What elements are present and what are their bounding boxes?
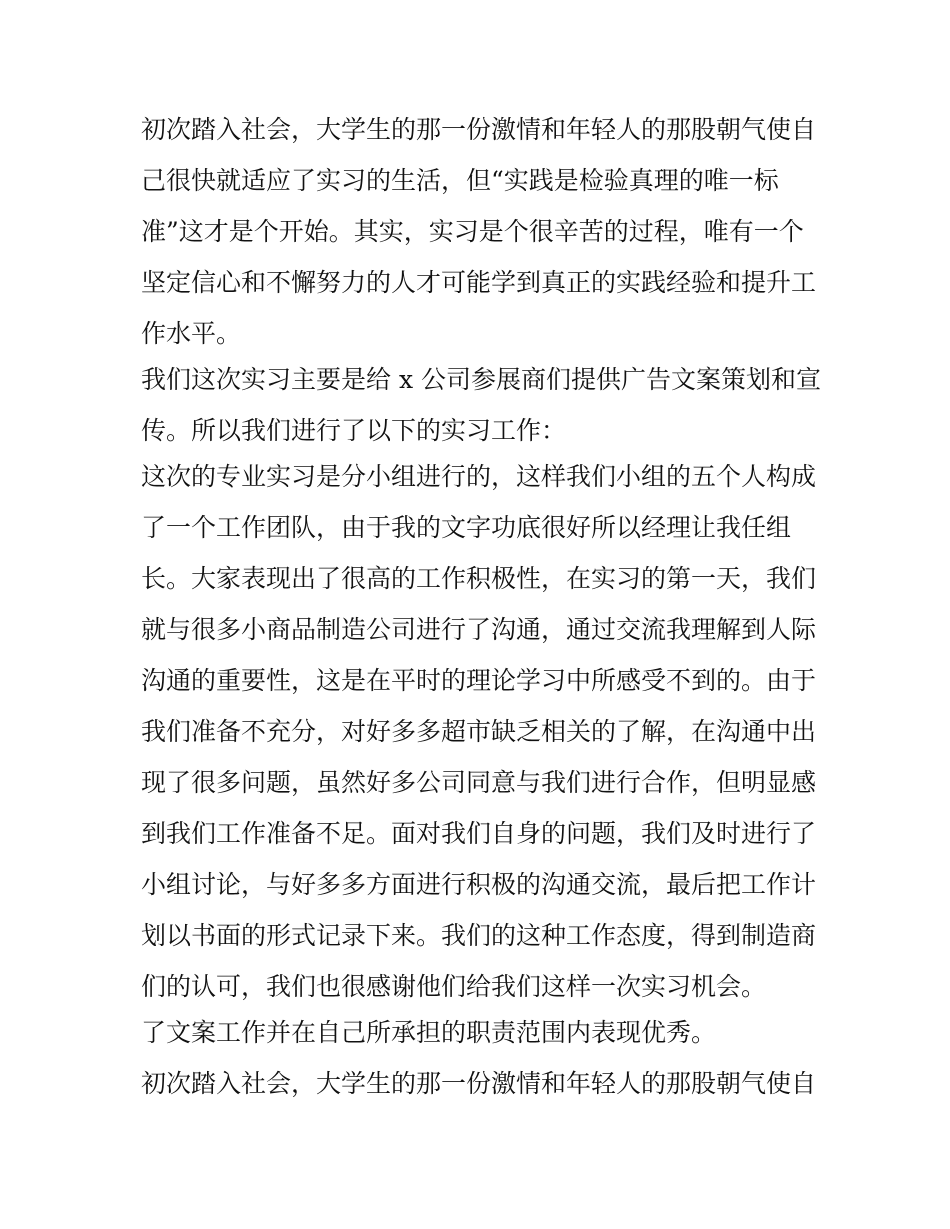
text-line: 我们这次实习主要是给 x 公司参展商们提供广告文案策划和宣 bbox=[141, 365, 821, 394]
text-line: 我们准备不充分，对好多多超市缺乏相关的了解，在沟通中出 bbox=[141, 717, 817, 746]
text-line: 们的认可，我们也很感谢他们给我们这样一次实习机会。 bbox=[141, 972, 767, 1001]
text-line: 准”这才是个开始。其实，实习是个很辛苦的过程，唯有一个 bbox=[141, 217, 804, 246]
text-line: 长。大家表现出了很高的工作积极性，在实习的第一天，我们 bbox=[141, 564, 817, 593]
text-line: 作水平。 bbox=[141, 319, 242, 348]
text-line: 初次踏入社会，大学生的那一份激情和年轻人的那股朝气使自 bbox=[141, 115, 817, 144]
text-line: 划以书面的形式记录下来。我们的这种工作态度，得到制造商 bbox=[141, 921, 817, 950]
text-line: 就与很多小商品制造公司进行了沟通，通过交流我理解到人际 bbox=[141, 615, 817, 644]
text-line: 沟通的重要性，这是在平时的理论学习中所感受不到的。由于 bbox=[141, 666, 817, 695]
text-line: 传。所以我们进行了以下的实习工作： bbox=[141, 416, 567, 445]
text-line: 了文案工作并在自己所承担的职责范围内表现优秀。 bbox=[141, 1018, 717, 1047]
text-line: 到我们工作准备不足。面对我们自身的问题，我们及时进行了 bbox=[141, 819, 817, 848]
text-line: 己很快就适应了实习的生活，但“实践是检验真理的唯一标 bbox=[141, 166, 779, 195]
body-text bbox=[141, 108, 821, 1113]
text-line: 坚定信心和不懈努力的人才可能学到真正的实践经验和提升工 bbox=[141, 268, 817, 297]
text-line: 初次踏入社会，大学生的那一份激情和年轻人的那股朝气使自 bbox=[141, 1069, 817, 1098]
text-line: 这次的专业实习是分小组进行的，这样我们小组的五个人构成 bbox=[141, 462, 817, 491]
text-line: 小组讨论，与好多多方面进行积极的沟通交流，最后把工作计 bbox=[141, 870, 817, 899]
text-line: 现了很多问题，虽然好多公司同意与我们进行合作，但明显感 bbox=[141, 768, 817, 797]
text-line: 了一个工作团队，由于我的文字功底很好所以经理让我任组 bbox=[141, 513, 792, 542]
